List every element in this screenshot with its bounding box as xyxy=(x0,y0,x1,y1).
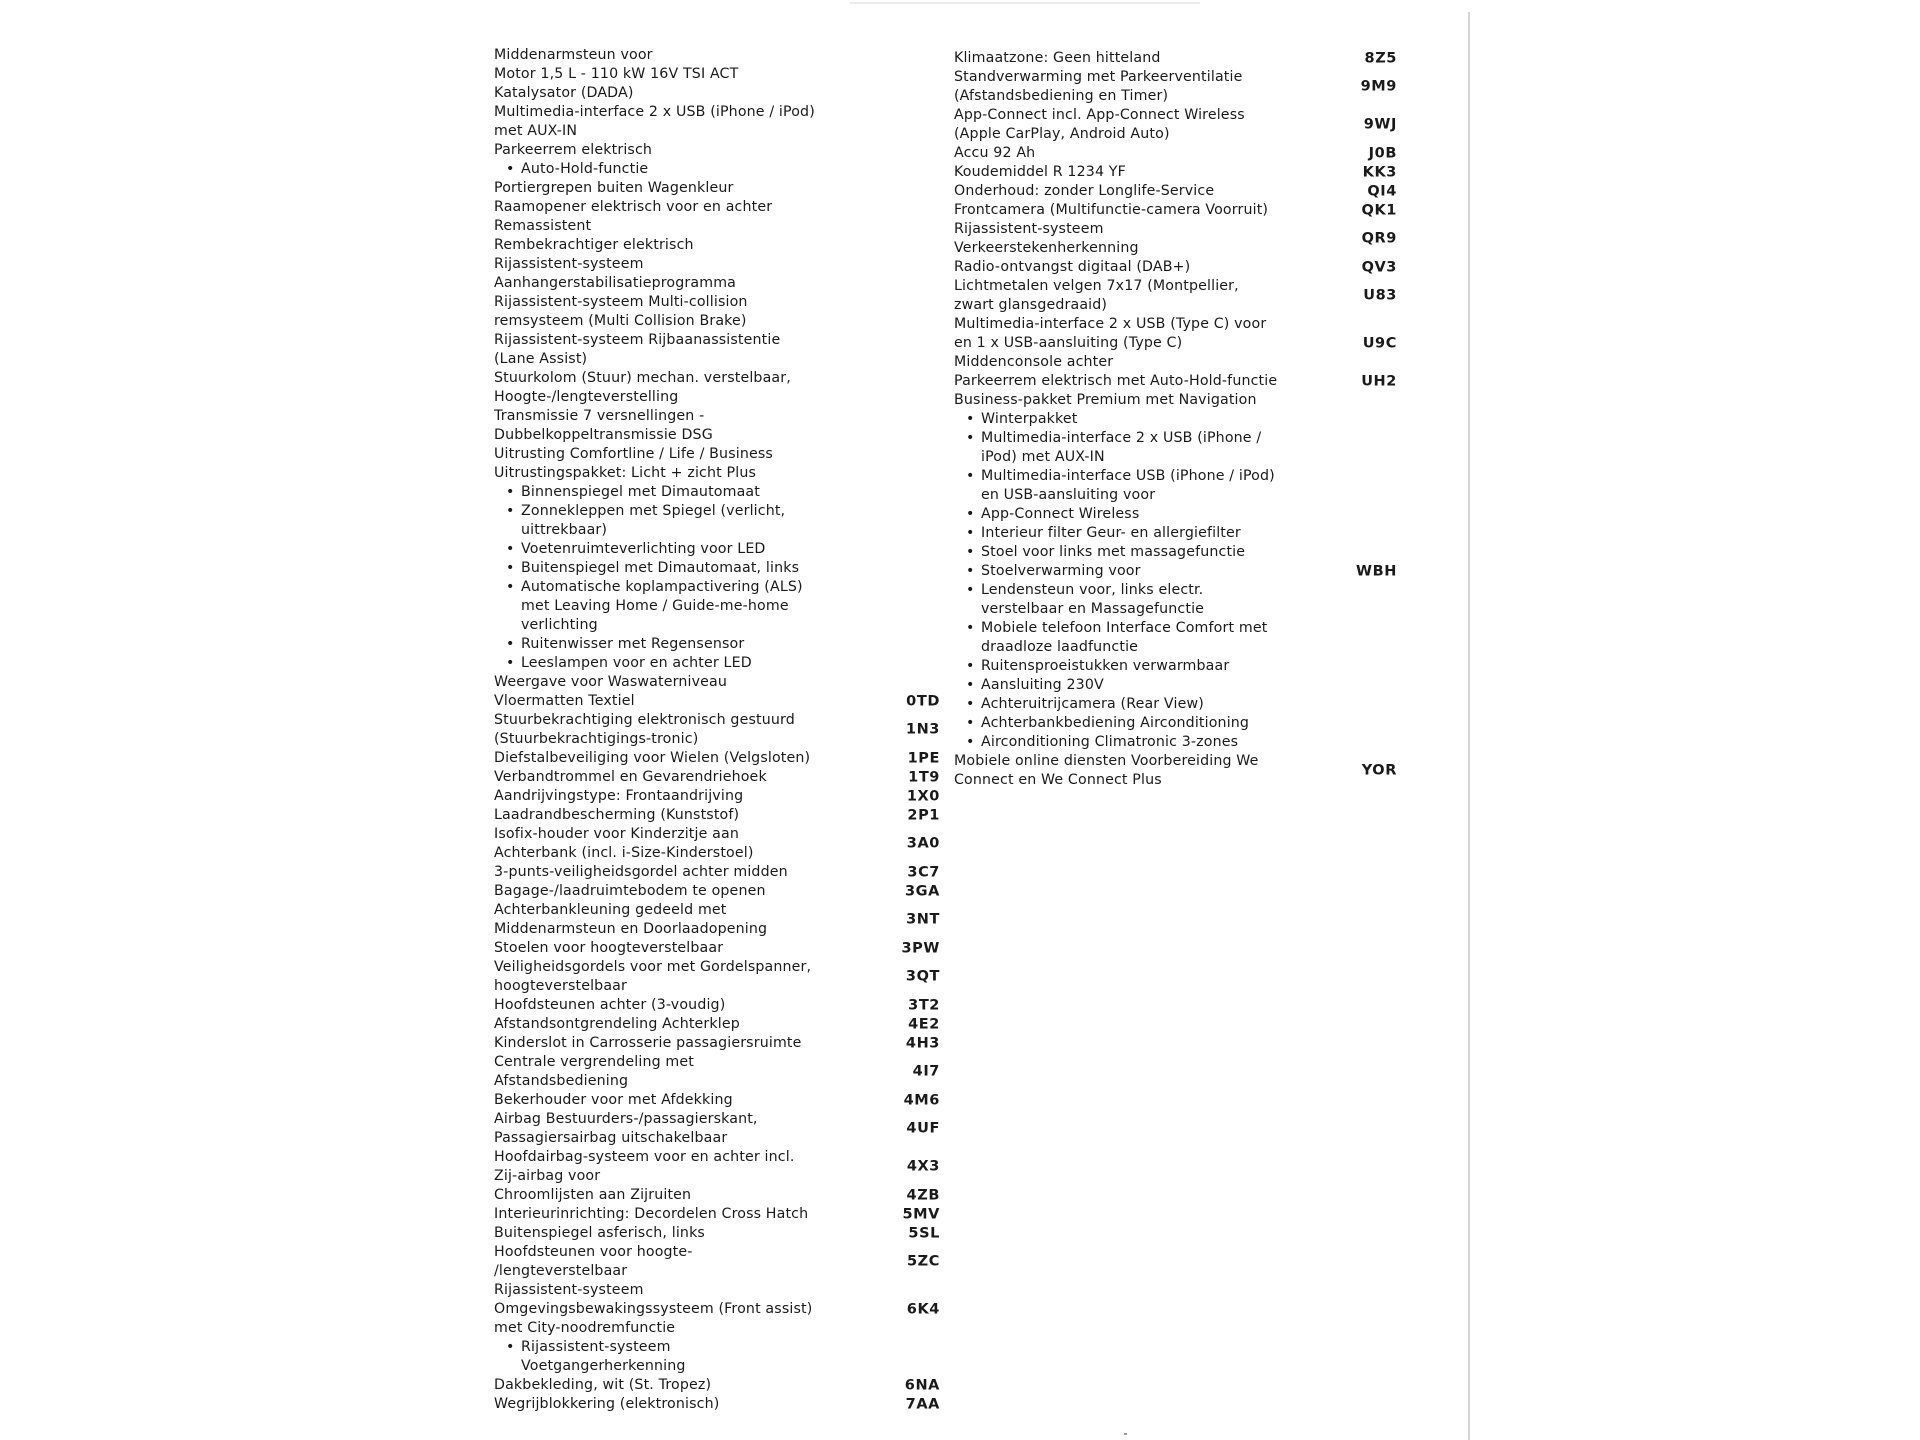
option-item xyxy=(954,68,1397,106)
option-description: Parkeerrem elektrisch met Auto-Hold-functie xyxy=(954,373,1278,389)
option-description: • Buitenspiegel met Dimautomaat, links xyxy=(494,559,834,578)
option-item xyxy=(494,1148,940,1186)
option-description: • Multimedia-interface 2 x USB (iPhone / iPod) met AUX-IN xyxy=(954,429,1294,467)
option-description: Portiergrepen buiten Wagenkleur xyxy=(494,180,734,196)
option-sub-item xyxy=(954,429,1397,467)
option-code: 4E2 xyxy=(908,1016,940,1032)
option-item xyxy=(954,277,1397,315)
option-code: 3NT xyxy=(906,911,940,928)
option-description: Hoofdsteunen voor hoogte- /lengteverstelbaar xyxy=(494,1244,693,1279)
option-code: 1N3 xyxy=(905,721,940,738)
option-description: • Leeslampen voor en achter LED xyxy=(494,654,834,673)
option-item xyxy=(494,787,940,806)
option-item xyxy=(494,863,940,882)
option-description: • Aansluiting 230V xyxy=(954,676,1294,695)
option-description: Weergave voor Waswaterniveau xyxy=(494,674,727,690)
option-description: Interieurinrichting: Decordelen Cross Hatch xyxy=(494,1206,809,1222)
option-description: Business-pakket Premium met Navigation xyxy=(954,392,1257,408)
option-item xyxy=(494,901,940,939)
option-code: 3PW xyxy=(901,940,940,956)
option-description: Dakbekleding, wit (St. Tropez) xyxy=(494,1377,712,1393)
option-item xyxy=(954,391,1397,410)
option-code: 4X3 xyxy=(906,1158,940,1175)
option-code: 3A0 xyxy=(906,835,940,852)
option-item xyxy=(494,1281,940,1338)
option-description: Stuurkolom (Stuur) mechan. verstelbaar, Hoogte-/lengteverstelling xyxy=(494,370,791,405)
option-description: Raamopener elektrisch voor en achter xyxy=(494,199,773,215)
option-item xyxy=(494,692,940,711)
option-code: 9WJ xyxy=(1363,116,1397,133)
option-description: Transmissie 7 versnellingen - Dubbelkoppeltransmissie DSG xyxy=(494,408,713,443)
option-sub-item xyxy=(954,695,1397,714)
option-code: QI4 xyxy=(1367,183,1397,199)
option-sub-item xyxy=(494,540,940,559)
option-description: Isofix-houder voor Kinderzitje aan Achterbank (incl. i-Size-Kinderstoel) xyxy=(494,826,754,861)
option-description: Achterbankleuning gedeeld met Middenarmsteun en Doorlaadopening xyxy=(494,902,768,937)
option-description: Vloermatten Textiel xyxy=(494,693,635,709)
option-item xyxy=(494,407,940,445)
option-item xyxy=(494,1243,940,1281)
option-code: 4M6 xyxy=(903,1092,940,1108)
option-code: QK1 xyxy=(1361,202,1397,218)
option-item xyxy=(494,825,940,863)
option-description: Frontcamera (Multifunctie-camera Voorruit) xyxy=(954,202,1269,218)
option-description: • Ruitensproeistukken verwarmbaar xyxy=(954,657,1294,676)
option-code: 6K4 xyxy=(906,1301,940,1317)
option-description: Onderhoud: zonder Longlife-Service xyxy=(954,183,1215,199)
option-code: 3GA xyxy=(904,883,940,899)
option-sub-item xyxy=(494,654,940,673)
options-list-right xyxy=(954,49,1404,790)
option-description: • Mobiele telefoon Interface Comfort met draadloze laadfunctie xyxy=(954,619,1294,657)
option-description: • Ruitenwisser met Regensensor xyxy=(494,635,834,654)
option-sub-item xyxy=(494,635,940,654)
option-description: Airbag Bestuurders-/passagierskant, Passagiersairbag uitschakelbaar xyxy=(494,1111,758,1146)
option-code: 1T9 xyxy=(908,769,940,785)
option-description: Rembekrachtiger elektrisch xyxy=(494,237,694,253)
option-item xyxy=(494,1110,940,1148)
option-sub-item xyxy=(954,581,1397,619)
option-description: • Stoel voor links met massagefunctie xyxy=(954,543,1294,562)
option-sub-item xyxy=(494,502,940,540)
option-description: Bekerhouder voor met Afdekking xyxy=(494,1092,733,1108)
option-item xyxy=(494,1376,940,1395)
option-description: Kinderslot in Carrosserie passagiersruimte xyxy=(494,1035,802,1051)
option-description: Aanhangerstabilisatieprogramma xyxy=(494,275,737,291)
option-code: 1PE xyxy=(907,750,940,766)
option-description: Verbandtrommel en Gevarendriehoek xyxy=(494,769,767,785)
option-item xyxy=(494,369,940,407)
option-item xyxy=(954,144,1397,163)
option-item xyxy=(494,1091,940,1110)
option-description: Laadrandbescherming (Kunststof) xyxy=(494,807,740,823)
option-sub-item xyxy=(954,467,1397,505)
option-description: Chroomlijsten aan Zijruiten xyxy=(494,1187,692,1203)
option-item xyxy=(494,749,940,768)
option-item xyxy=(954,163,1397,182)
option-item xyxy=(494,1186,940,1205)
option-code: 0TD xyxy=(906,693,940,709)
option-code: 9M9 xyxy=(1360,78,1397,95)
option-code: 3T2 xyxy=(908,997,940,1013)
option-item xyxy=(494,84,940,103)
option-code: 3C7 xyxy=(907,864,940,880)
option-description: Motor 1,5 L - 110 kW 16V TSI ACT xyxy=(494,66,739,82)
option-description: Radio-ontvangst digitaal (DAB+) xyxy=(954,259,1191,275)
option-item xyxy=(954,49,1397,68)
option-code: U83 xyxy=(1363,287,1397,304)
option-sub-item xyxy=(954,524,1397,543)
option-code: 7AA xyxy=(905,1396,940,1412)
option-item xyxy=(494,882,940,901)
option-code: 4ZB xyxy=(906,1187,940,1203)
option-item xyxy=(954,201,1397,220)
option-description: • Achterbankbediening Airconditioning xyxy=(954,714,1294,733)
option-description: • Binnenspiegel met Dimautomaat xyxy=(494,483,834,502)
option-item xyxy=(494,103,940,141)
option-description: App-Connect incl. App-Connect Wireless (Apple CarPlay, Android Auto) xyxy=(954,107,1245,142)
option-item xyxy=(494,1205,940,1224)
option-item xyxy=(494,1015,940,1034)
scan-edge-right xyxy=(1468,12,1470,1440)
option-item xyxy=(954,106,1397,144)
option-code: WBH xyxy=(1356,563,1397,579)
option-description: Uitrusting Comfortline / Life / Business xyxy=(494,446,773,462)
option-item xyxy=(494,673,940,692)
option-description: Rijassistent-systeem Multi-collision remsysteem (Multi Collision Brake) xyxy=(494,294,748,329)
option-item xyxy=(954,752,1397,790)
option-description: Katalysator (DADA) xyxy=(494,85,634,101)
option-sub-item xyxy=(954,676,1397,695)
option-description: Standverwarming met Parkeerventilatie (Afstandsbediening en Timer) xyxy=(954,69,1243,104)
option-sub-item xyxy=(954,410,1397,429)
option-description: • Voetenruimteverlichting voor LED xyxy=(494,540,834,559)
option-description: Veiligheidsgordels voor met Gordelspanner, hoogteverstelbaar xyxy=(494,959,812,994)
option-description: Multimedia-interface 2 x USB (Type C) voor en 1 x USB-aansluiting (Type C) Middenconsole achter xyxy=(954,316,1267,370)
option-code: QR9 xyxy=(1361,230,1397,247)
option-description: Hoofdairbag-systeem voor en achter incl. Zij-airbag voor xyxy=(494,1149,795,1184)
option-code: QV3 xyxy=(1361,259,1397,275)
option-sub-item xyxy=(954,657,1397,676)
option-item xyxy=(494,464,940,483)
option-code: 1X0 xyxy=(906,788,940,804)
option-item xyxy=(494,141,940,160)
option-sub-item xyxy=(494,559,940,578)
option-description: Hoofdsteunen achter (3-voudig) xyxy=(494,997,726,1013)
option-code: 5MV xyxy=(902,1206,940,1222)
option-item xyxy=(494,236,940,255)
option-item xyxy=(494,331,940,369)
option-description: Parkeerrem elektrisch xyxy=(494,142,653,158)
option-code: J0B xyxy=(1368,145,1397,161)
option-item xyxy=(954,258,1397,277)
option-description: Remassistent xyxy=(494,218,592,234)
option-item xyxy=(494,445,940,464)
option-item xyxy=(494,939,940,958)
option-description: • Stoelverwarming voor xyxy=(954,562,1294,581)
option-description: • Automatische koplampactivering (ALS) met Leaving Home / Guide-me-home verlichting xyxy=(494,578,834,635)
option-description: Buitenspiegel asferisch, links xyxy=(494,1225,705,1241)
option-item xyxy=(494,217,940,236)
option-description: Lichtmetalen velgen 7x17 (Montpellier, zwart glansgedraaid) xyxy=(954,278,1239,313)
option-description: Stuurbekrachtiging elektronisch gestuurd (Stuurbekrachtigings-tronic) xyxy=(494,712,795,747)
option-sub-item xyxy=(494,578,940,635)
options-list-left xyxy=(494,46,944,1414)
option-description: Rijassistent-systeem xyxy=(494,256,644,272)
option-code: 2P1 xyxy=(907,807,940,823)
option-description: • Interieur filter Geur- en allergiefilter xyxy=(954,524,1294,543)
option-sub-item xyxy=(954,562,1397,581)
option-description: • Lendensteun voor, links electr. verstelbaar en Massagefunctie xyxy=(954,581,1294,619)
option-description: Rijassistent-systeem Omgevingsbewakingssysteem (Front assist) met City-noodremfunctie xyxy=(494,1282,813,1336)
option-description: Multimedia-interface 2 x USB (iPhone / iPod) met AUX-IN xyxy=(494,104,815,139)
option-sub-item xyxy=(494,1338,940,1376)
option-code: UH2 xyxy=(1361,373,1397,389)
option-description: Middenarmsteun voor xyxy=(494,47,653,63)
option-code: 4I7 xyxy=(912,1063,940,1080)
option-item xyxy=(494,768,940,787)
option-description: Klimaatzone: Geen hitteland xyxy=(954,50,1161,66)
option-description: • Achteruitrijcamera (Rear View) xyxy=(954,695,1294,714)
option-sub-item xyxy=(954,733,1397,752)
option-code: 4UF xyxy=(906,1120,940,1137)
option-item xyxy=(494,179,940,198)
option-sub-item xyxy=(494,483,940,502)
option-description: Bagage-/laadruimtebodem te openen xyxy=(494,883,766,899)
option-code: 5ZC xyxy=(906,1253,940,1270)
option-description: • Winterpakket xyxy=(954,410,1294,429)
option-item xyxy=(494,65,940,84)
option-description: Centrale vergrendeling met Afstandsbediening xyxy=(494,1054,694,1089)
option-item xyxy=(494,255,940,274)
option-item xyxy=(494,996,940,1015)
scan-edge-top xyxy=(850,2,1200,4)
option-description: Mobiele online diensten Voorbereiding We Connect en We Connect Plus xyxy=(954,753,1259,788)
option-code: 6NA xyxy=(904,1377,940,1393)
option-sub-item xyxy=(494,160,940,179)
option-description: Koudemiddel R 1234 YF xyxy=(954,164,1126,180)
option-description: Uitrustingspakket: Licht + zicht Plus xyxy=(494,465,756,481)
option-description: Wegrijblokkering (elektronisch) xyxy=(494,1396,720,1412)
option-item xyxy=(494,293,940,331)
option-description: • Zonnekleppen met Spiegel (verlicht, uittrekbaar) xyxy=(494,502,834,540)
option-item xyxy=(954,182,1397,201)
option-item xyxy=(494,274,940,293)
option-item xyxy=(954,220,1397,258)
option-item xyxy=(494,1395,940,1414)
option-description: • Airconditioning Climatronic 3-zones xyxy=(954,733,1294,752)
option-item xyxy=(494,806,940,825)
option-code: 5SL xyxy=(908,1225,940,1241)
option-description: 3-punts-veiligheidsgordel achter midden xyxy=(494,864,788,880)
scan-speck xyxy=(1124,1433,1127,1435)
option-sub-item xyxy=(954,543,1397,562)
option-item xyxy=(954,372,1397,391)
option-sub-item xyxy=(954,619,1397,657)
option-description: • App-Connect Wireless xyxy=(954,505,1294,524)
option-item xyxy=(494,711,940,749)
option-sub-item xyxy=(954,714,1397,733)
option-item xyxy=(494,46,940,65)
option-description: Diefstalbeveiliging voor Wielen (Velgsloten) xyxy=(494,750,811,766)
option-description: Afstandsontgrendeling Achterklep xyxy=(494,1016,740,1032)
option-code: 8Z5 xyxy=(1364,50,1397,66)
option-description: • Auto-Hold-functie xyxy=(494,160,834,179)
option-description: Aandrijvingstype: Frontaandrijving xyxy=(494,788,744,804)
option-item xyxy=(494,958,940,996)
option-description: Rijassistent-systeem Verkeerstekenherkenning xyxy=(954,221,1139,256)
option-description: Rijassistent-systeem Rijbaanassistentie (Lane Assist) xyxy=(494,332,781,367)
option-description: Accu 92 Ah xyxy=(954,145,1036,161)
option-description: • Rijassistent-systeem Voetgangerherkenning xyxy=(494,1338,834,1376)
option-code: 4H3 xyxy=(905,1035,940,1051)
option-description: Stoelen voor hoogteverstelbaar xyxy=(494,940,724,956)
option-item xyxy=(494,1224,940,1243)
option-code: 3QT xyxy=(905,968,940,985)
option-description: • Multimedia-interface USB (iPhone / iPod) en USB-aansluiting voor xyxy=(954,467,1294,505)
option-item xyxy=(494,198,940,217)
option-item xyxy=(494,1053,940,1091)
option-code: YOR xyxy=(1361,762,1397,779)
option-code: KK3 xyxy=(1362,164,1397,180)
option-sub-item xyxy=(954,505,1397,524)
option-item xyxy=(494,1034,940,1053)
option-code: U9C xyxy=(1362,335,1397,351)
option-item xyxy=(954,315,1397,372)
